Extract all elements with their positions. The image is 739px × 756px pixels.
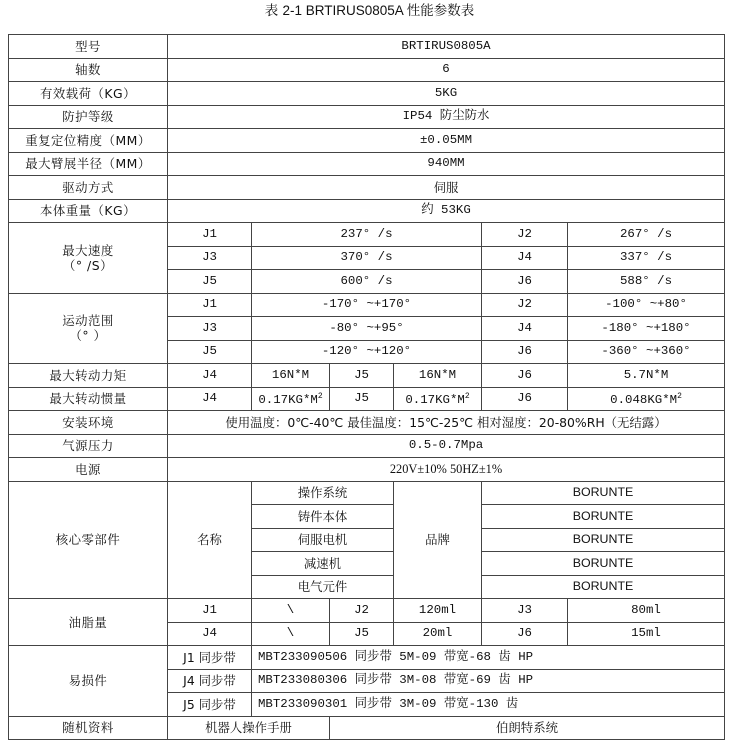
- value-environment: 使用温度：0℃-40℃ 最佳温度：15℃-25℃ 相对湿度：20-80%RH（无结露）: [168, 411, 725, 435]
- motion-range-label: 运动范围: [62, 313, 114, 329]
- label-reach: 最大臂展半径（MM）: [9, 152, 168, 176]
- superscript: 2: [317, 392, 323, 402]
- grease-cell: J1: [168, 599, 252, 623]
- joint-label: J4: [168, 364, 252, 388]
- label-brand: 品牌: [394, 481, 482, 599]
- label-max-inertia: 最大转动惯量: [9, 387, 168, 411]
- value-model: BRTIRUS0805A: [168, 35, 725, 59]
- part-brand: BORUNTE: [482, 481, 725, 505]
- part-name: 操作系统: [252, 481, 394, 505]
- row-protection: [9, 105, 725, 129]
- value-power: 220V±10% 50HZ±1%: [168, 458, 725, 482]
- doc-manual: 机器人操作手册: [168, 716, 330, 740]
- joint-value: [568, 387, 725, 411]
- row-axes: [9, 58, 725, 82]
- joint-label: J5: [330, 387, 394, 411]
- label-drive: 驱动方式: [9, 176, 168, 200]
- row-core-1: [9, 481, 725, 505]
- joint-label: J4: [482, 317, 568, 341]
- label-wear-parts: 易损件: [9, 646, 168, 717]
- label-model: 型号: [9, 35, 168, 59]
- part-name: 减速机: [252, 552, 394, 576]
- label-environment: 安装环境: [9, 411, 168, 435]
- label-power: 电源: [9, 458, 168, 482]
- joint-value: -360° ~+360°: [568, 340, 725, 364]
- part-brand: BORUNTE: [482, 575, 725, 599]
- value-axes: 6: [168, 58, 725, 82]
- joint-value: 337° /s: [568, 246, 725, 270]
- belt-name: J5 同步带: [168, 693, 252, 717]
- row-environment: [9, 411, 725, 435]
- label-repeatability: 重复定位精度（MM）: [9, 129, 168, 153]
- grease-cell: J3: [482, 599, 568, 623]
- joint-label: J4: [482, 246, 568, 270]
- row-speed-1: [9, 223, 725, 247]
- joint-label: J6: [482, 270, 568, 294]
- row-power: [9, 458, 725, 482]
- superscript: 2: [677, 392, 682, 402]
- caption-prefix: 表: [264, 3, 279, 19]
- grease-cell: \: [252, 599, 330, 623]
- grease-cell: J6: [482, 622, 568, 646]
- part-name: 电气元件: [252, 575, 394, 599]
- value-drive: 伺服: [168, 176, 725, 200]
- row-weight: [9, 199, 725, 223]
- joint-value: 5.7N*M: [568, 364, 725, 388]
- grease-cell: J2: [330, 599, 394, 623]
- label-max-torque: 最大转动力矩: [9, 364, 168, 388]
- label-name: 名称: [168, 481, 252, 599]
- value-weight: 约 53KG: [168, 199, 725, 223]
- belt-spec: MBT233080306 同步带 3M-08 带宽-69 齿 HP: [252, 669, 725, 693]
- table-caption: [0, 2, 739, 20]
- part-brand: BORUNTE: [482, 505, 725, 529]
- joint-label: J5: [168, 340, 252, 364]
- part-brand: BORUNTE: [482, 552, 725, 576]
- value-reach: 940MM: [168, 152, 725, 176]
- label-payload: 有效载荷（KG）: [9, 82, 168, 106]
- joint-value: -100° ~+80°: [568, 293, 725, 317]
- joint-value: 370° /s: [252, 246, 482, 270]
- joint-value: -120° ~+120°: [252, 340, 482, 364]
- row-repeatability: [9, 129, 725, 153]
- label-weight: 本体重量（KG）: [9, 199, 168, 223]
- part-brand: BORUNTE: [482, 528, 725, 552]
- inertia-value: 0.17KG*M: [258, 393, 318, 408]
- inertia-value: 0.048KG*M: [610, 393, 678, 408]
- row-max-inertia: [9, 387, 725, 411]
- joint-label: J2: [482, 293, 568, 317]
- joint-value: 600° /s: [252, 270, 482, 294]
- row-documents: [9, 716, 725, 740]
- joint-label: J5: [330, 364, 394, 388]
- joint-value: -80° ~+95°: [252, 317, 482, 341]
- belt-name: J1 同步带: [168, 646, 252, 670]
- part-name: 伺服电机: [252, 528, 394, 552]
- spec-table: [8, 34, 725, 740]
- doc-system: 伯朗特系统: [330, 716, 725, 740]
- value-payload: 5KG: [168, 82, 725, 106]
- row-grease-1: [9, 599, 725, 623]
- belt-spec: MBT233090301 同步带 3M-09 带宽-130 齿: [252, 693, 725, 717]
- row-drive: [9, 176, 725, 200]
- label-grease: 油脂量: [9, 599, 168, 646]
- joint-label: J5: [168, 270, 252, 294]
- value-air-pressure: 0.5-0.7Mpa: [168, 434, 725, 458]
- row-max-torque: [9, 364, 725, 388]
- joint-value: 16N*M: [252, 364, 330, 388]
- label-core-parts: 核心零部件: [9, 481, 168, 599]
- joint-label: J2: [482, 223, 568, 247]
- joint-label: J1: [168, 223, 252, 247]
- label-motion-range: [9, 293, 168, 364]
- label-documents: 随机资料: [9, 716, 168, 740]
- belt-spec: MBT233090506 同步带 5M-09 带宽-68 齿 HP: [252, 646, 725, 670]
- row-payload: [9, 82, 725, 106]
- part-name: 铸件本体: [252, 505, 394, 529]
- joint-label: J4: [168, 387, 252, 411]
- grease-cell: J5: [330, 622, 394, 646]
- max-speed-unit: （° /S）: [63, 257, 113, 273]
- joint-label: J6: [482, 387, 568, 411]
- row-reach: [9, 152, 725, 176]
- value-repeatability: ±0.05MM: [168, 129, 725, 153]
- joint-value: -170° ~+170°: [252, 293, 482, 317]
- joint-value: 16N*M: [394, 364, 482, 388]
- grease-cell: 120ml: [394, 599, 482, 623]
- grease-cell: 15ml: [568, 622, 725, 646]
- joint-label: J3: [168, 317, 252, 341]
- joint-value: 267° /s: [568, 223, 725, 247]
- superscript: 2: [464, 392, 470, 402]
- caption-text: 2-1 BRTIRUS0805A 性能参数表: [282, 3, 475, 18]
- grease-cell: J4: [168, 622, 252, 646]
- label-max-speed: [9, 223, 168, 294]
- belt-name: J4 同步带: [168, 669, 252, 693]
- row-range-1: [9, 293, 725, 317]
- motion-range-unit: （° ）: [69, 328, 107, 344]
- joint-value: [252, 387, 330, 411]
- row-wear-1: [9, 646, 725, 670]
- joint-value: 588° /s: [568, 270, 725, 294]
- joint-label: J6: [482, 340, 568, 364]
- label-protection: 防护等级: [9, 105, 168, 129]
- joint-label: J6: [482, 364, 568, 388]
- joint-value: [394, 387, 482, 411]
- joint-value: -180° ~+180°: [568, 317, 725, 341]
- grease-cell: 20ml: [394, 622, 482, 646]
- value-protection: IP54 防尘防水: [168, 105, 725, 129]
- label-axes: 轴数: [9, 58, 168, 82]
- grease-cell: 80ml: [568, 599, 725, 623]
- joint-label: J1: [168, 293, 252, 317]
- joint-label: J3: [168, 246, 252, 270]
- row-air-pressure: [9, 434, 725, 458]
- grease-cell: \: [252, 622, 330, 646]
- row-model: [9, 35, 725, 59]
- inertia-value: 0.17KG*M: [405, 393, 465, 408]
- max-speed-label: 最大速度: [62, 242, 114, 258]
- joint-value: 237° /s: [252, 223, 482, 247]
- label-air-pressure: 气源压力: [9, 434, 168, 458]
